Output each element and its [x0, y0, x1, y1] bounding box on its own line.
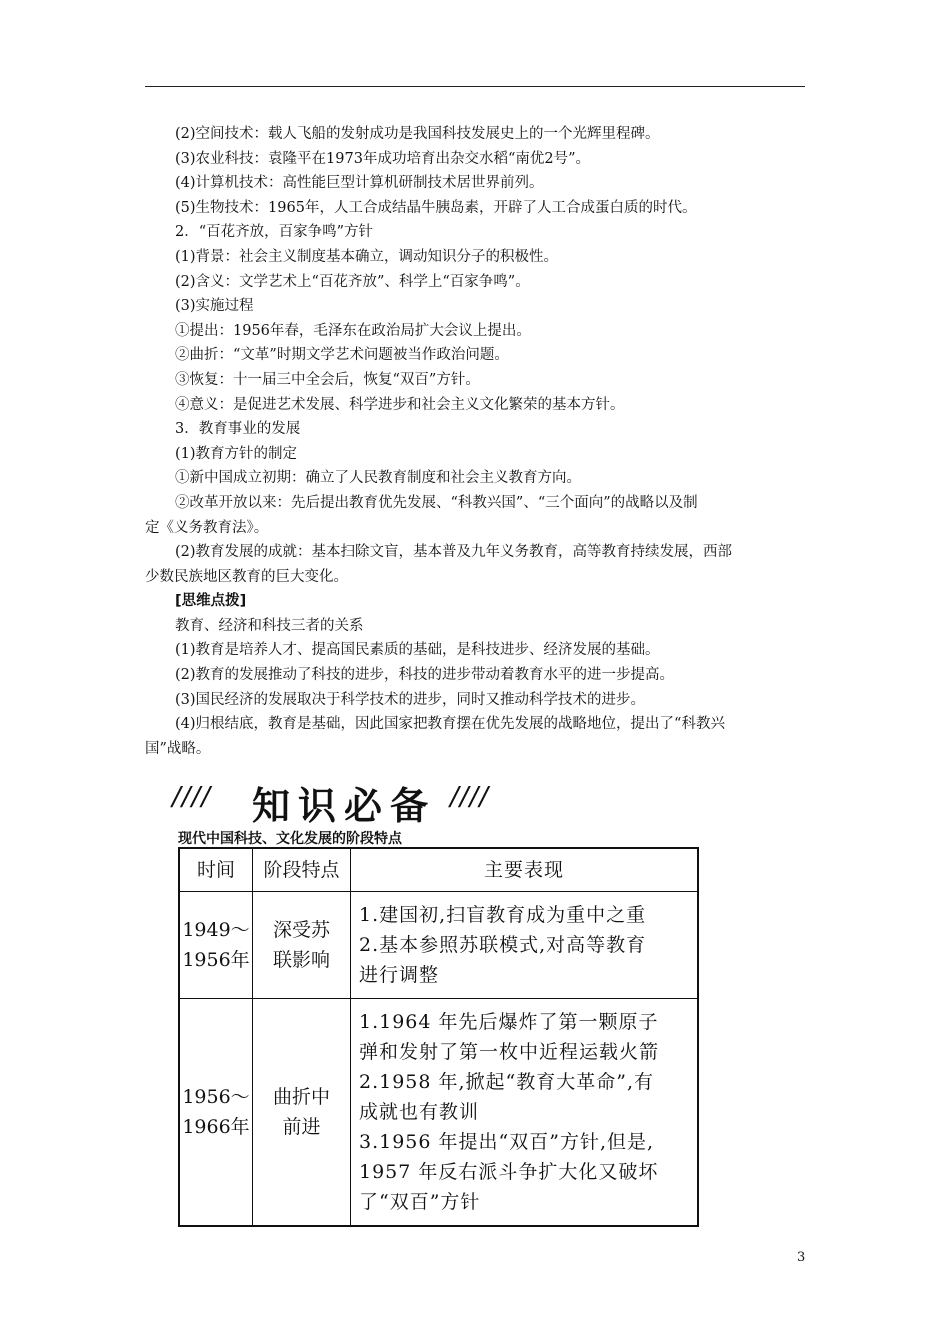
body-line: 少数民族地区教育的巨大变化。 [145, 568, 348, 585]
body-line: ①提出：1956年春，毛泽东在政治局扩大会议上提出。 [175, 322, 531, 339]
body-line: (2)含义：文学艺术上“百花齐放”、科学上“百家争鸣”。 [175, 273, 530, 290]
detail-line: 3.1956 年提出“双百”方针,但是, [359, 1131, 655, 1153]
tip-line: (3)国民经济的发展取决于科学技术的进步，同时又推动科学技术的进步。 [175, 691, 646, 708]
header-details: 主要表现 [351, 848, 699, 892]
detail-line: 2.基本参照苏联模式,对高等教育 [359, 934, 647, 956]
tip-line: (2)教育的发展推动了科技的进步，科技的进步带动着教育水平的进一步提高。 [175, 667, 675, 684]
cell-time [179, 892, 253, 999]
section-heading: 3．教育事业的发展 [175, 421, 301, 438]
cell-feature [253, 892, 351, 999]
cell-details [351, 892, 699, 999]
cell-details [351, 999, 699, 1227]
body-line: (4)计算机技术：高性能巨型计算机研制技术居世界前列。 [175, 175, 544, 192]
time-text: 1949～ [182, 919, 250, 941]
banner-title: 知识必备 [252, 784, 437, 828]
header-feature: 阶段特点 [253, 848, 351, 892]
knowledge-banner [172, 772, 522, 828]
detail-line: 1.建国初,扫盲教育成为重中之重 [359, 904, 647, 926]
body-line: ②曲折：“文革”时期文学艺术问题被当作政治问题。 [175, 347, 509, 364]
tip-line: 国”战略。 [145, 740, 211, 757]
feature-text: 联影响 [272, 949, 330, 971]
body-line: (2)空间技术：载人飞船的发射成功是我国科技发展史上的一个光辉里程碑。 [175, 126, 660, 142]
header-rule [145, 86, 805, 87]
table-row [179, 999, 698, 1227]
detail-line: 成就也有教训 [359, 1101, 480, 1123]
stage-table [178, 847, 699, 1227]
feature-text: 深受苏 [272, 919, 330, 941]
tip-line: (4)归根结底，教育是基础，因此国家把教育摆在优先发展的战略地位，提出了“科教兴 [175, 716, 725, 733]
time-text: 1956年 [182, 949, 250, 971]
document-body [145, 122, 805, 761]
body-line: 定《义务教育法》。 [145, 519, 269, 536]
detail-line: 1957 年反右派斗争扩大化又破坏 [359, 1161, 659, 1183]
body-line: ③恢复：十一届三中全会后，恢复“双百”方针。 [175, 371, 480, 388]
detail-line: 了“双百”方针 [359, 1191, 481, 1213]
detail-line: 弹和发射了第一枚中近程运载火箭 [359, 1041, 660, 1063]
table-title: 现代中国科技、文化发展的阶段特点 [178, 831, 402, 847]
page-number: 3 [797, 1250, 806, 1265]
tip-heading: [思维点拨] [175, 593, 247, 610]
time-text: 1956～ [182, 1086, 250, 1108]
detail-line: 进行调整 [359, 964, 440, 986]
feature-text: 曲折中 [272, 1086, 330, 1108]
detail-line: 1.1964 年先后爆炸了第一颗原子 [359, 1011, 659, 1033]
tip-line: (1)教育是培养人才、提高国民素质的基础，是科技进步、经济发展的基础。 [175, 642, 660, 659]
body-line: (1)背景：社会主义制度基本确立，调动知识分子的积极性。 [175, 248, 559, 265]
banner-slashes-right: //// [450, 782, 490, 812]
body-line: ④意义：是促进艺术发展、科学进步和社会主义文化繁荣的基本方针。 [175, 396, 625, 413]
body-line: (5)生物技术：1965年，人工合成结晶牛胰岛素，开辟了人工合成蛋白质的时代。 [175, 199, 697, 216]
banner-slashes-left: //// [172, 782, 212, 812]
detail-line: 2.1958 年,掀起“教育大革命”,有 [359, 1071, 655, 1093]
body-line: (3)农业科技：袁隆平在1973年成功培育出杂交水稻“南优2号”。 [175, 150, 590, 167]
time-text: 1966年 [182, 1116, 250, 1138]
body-line: (1)教育方针的制定 [175, 445, 298, 462]
body-line: ①新中国成立初期：确立了人民教育制度和社会主义教育方向。 [175, 470, 581, 487]
table-row [179, 892, 698, 999]
table-header-row [179, 848, 698, 892]
section-heading: 2．“百花齐放，百家争鸣”方针 [175, 224, 374, 241]
body-line: (3)实施过程 [175, 298, 254, 315]
tip-line: 教育、经济和科技三者的关系 [175, 617, 364, 634]
body-line: ②改革开放以来：先后提出教育优先发展、“科教兴国”、“三个面向”的战略以及制 [175, 494, 698, 511]
cell-time [179, 999, 253, 1227]
feature-text: 前进 [282, 1116, 321, 1138]
body-line: (2)教育发展的成就：基本扫除文盲，基本普及九年义务教育，高等教育持续发展，西部 [175, 544, 733, 561]
cell-feature [253, 999, 351, 1227]
header-time: 时间 [179, 848, 253, 892]
